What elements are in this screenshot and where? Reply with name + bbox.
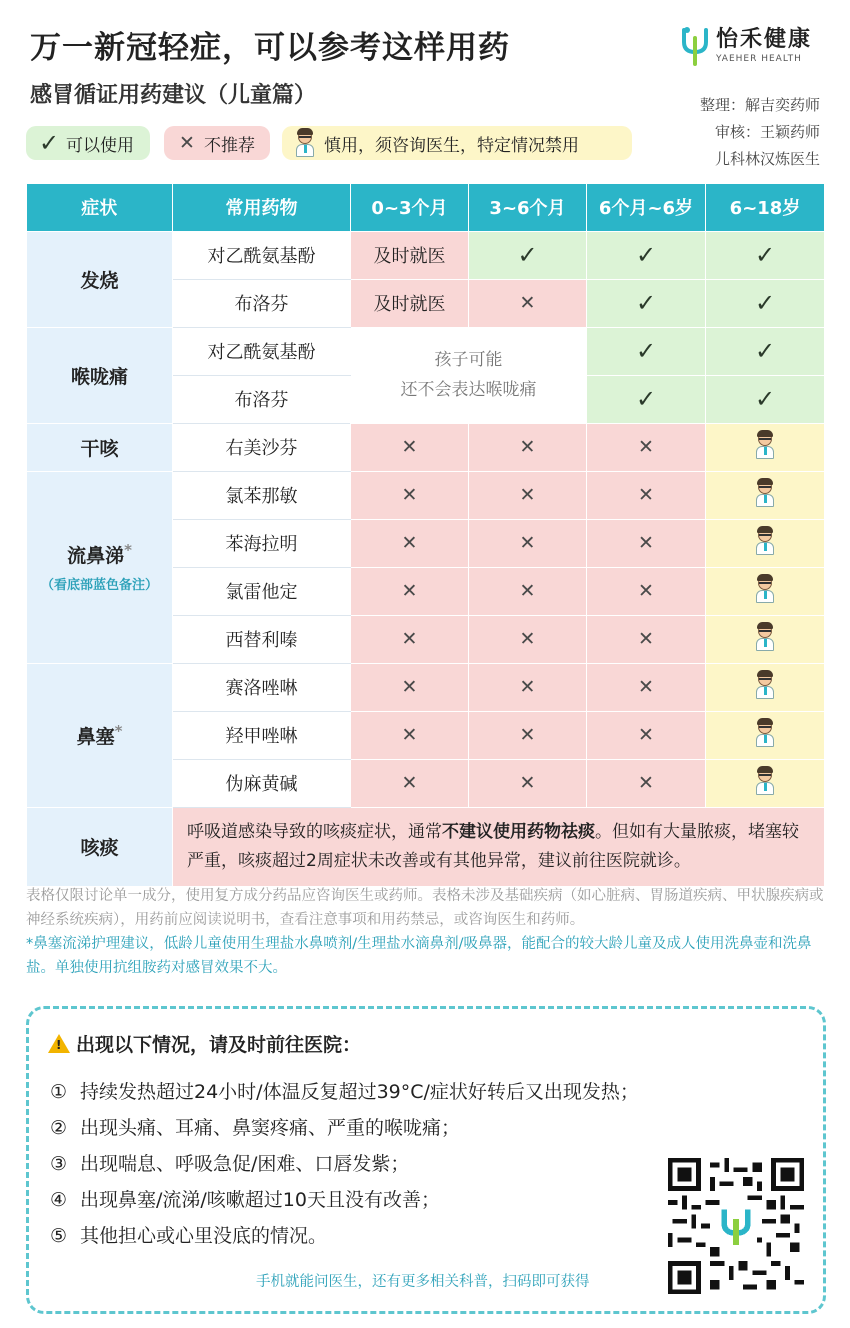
table-row bbox=[27, 327, 825, 375]
check-icon: ✓ bbox=[38, 129, 60, 157]
symptom-stuffy-nose-label: 鼻塞 bbox=[76, 725, 115, 748]
phlegm-text-a: 呼吸道感染导致的咳痰症状，通常 bbox=[187, 821, 442, 842]
legend-not-recommended bbox=[164, 126, 270, 160]
symptom-runny-nose-label: 流鼻涕 bbox=[67, 545, 125, 567]
drug-name: 苯海拉明 bbox=[173, 519, 351, 567]
legend-ok-label: 可以使用 bbox=[66, 135, 134, 156]
brand-name: 怡禾健康 bbox=[716, 27, 813, 52]
cross-icon: ✕ bbox=[638, 532, 654, 554]
list-item: ⑤ 其他担心或心里没底的情况。 bbox=[50, 1225, 328, 1247]
footnote-nasal-care: *鼻塞流涕护理建议，低龄儿童使用生理盐水鼻喷剂/生理盐水滴鼻剂/吸鼻器，能配合的较大龄儿童及成人使用洗鼻壶和洗鼻盐。单独使用抗组胺药对感冒效果不大。 bbox=[26, 936, 812, 976]
cross-icon: ✕ bbox=[638, 580, 654, 602]
legend-caution-label: 慎用，须咨询医生，特定情况禁用 bbox=[324, 135, 579, 156]
cross-icon: ✕ bbox=[401, 484, 418, 506]
symptom-fever: 发烧 bbox=[27, 231, 173, 327]
qr-caption: 手机就能问医生，还有更多相关科普，扫码即可获得 bbox=[256, 1274, 590, 1290]
drug-name: 对乙酰氨基酚 bbox=[173, 231, 351, 279]
cross-icon: ✕ bbox=[638, 676, 654, 698]
header-age-6m-6y: 6个月~6岁 bbox=[587, 184, 706, 231]
check-icon: ✓ bbox=[635, 241, 657, 269]
phlegm-text-b: 。但如有大量脓痰，堵塞较严重，咳痰超过2周症状未改善或有其他异常，建议前往医院就诊。 bbox=[187, 821, 799, 871]
symptom-sore-throat: 喉咙痛 bbox=[27, 327, 173, 423]
cross-icon: ✕ bbox=[638, 628, 654, 650]
cross-icon: ✕ bbox=[519, 772, 536, 794]
drug-name: 布洛芬 bbox=[173, 375, 351, 423]
hospital-warning-title-text: 出现以下情况，请及时前往医院： bbox=[76, 1034, 362, 1056]
drug-name: 对乙酰氨基酚 bbox=[173, 327, 351, 375]
doctor-icon bbox=[754, 526, 776, 556]
throat-note-line2: 还不会表达喉咙痛 bbox=[400, 380, 537, 400]
cross-icon: ✕ bbox=[519, 676, 536, 698]
table-row bbox=[27, 471, 825, 519]
doctor-icon bbox=[754, 622, 776, 652]
table-row bbox=[27, 807, 825, 886]
drug-name: 赛洛唑啉 bbox=[173, 663, 351, 711]
cross-icon: ✕ bbox=[638, 484, 654, 506]
check-icon: ✓ bbox=[635, 337, 657, 365]
drug-name: 西替利嗪 bbox=[173, 615, 351, 663]
drug-name: 氯雷他定 bbox=[173, 567, 351, 615]
legend-no-label: 不推荐 bbox=[204, 135, 255, 156]
symptom-phlegm: 咳痰 bbox=[27, 807, 173, 886]
check-icon: ✓ bbox=[635, 385, 657, 413]
doctor-icon bbox=[754, 670, 776, 700]
header-age-6-18y: 6~18岁 bbox=[706, 184, 825, 231]
credit-reviewer: 审核：王颖药师 bbox=[714, 123, 820, 141]
cross-icon: ✕ bbox=[401, 772, 418, 794]
cross-icon: ✕ bbox=[638, 436, 654, 458]
header-symptom: 症状 bbox=[27, 184, 173, 231]
cell-see-doctor: 及时就医 bbox=[351, 231, 469, 279]
doctor-icon bbox=[754, 478, 776, 508]
drug-name: 氯苯那敏 bbox=[173, 471, 351, 519]
list-item: ② 出现头痛、耳痛、鼻窦疼痛、严重的喉咙痛； bbox=[50, 1117, 461, 1139]
check-icon: ✓ bbox=[754, 241, 776, 269]
throat-note-line1: 孩子可能 bbox=[434, 350, 503, 370]
doctor-icon bbox=[754, 718, 776, 748]
list-item: ① 持续发热超过24小时/体温反复超过39°C/症状好转后又出现发热； bbox=[50, 1081, 639, 1103]
symptom-runny-nose bbox=[27, 471, 173, 663]
check-icon: ✓ bbox=[754, 385, 776, 413]
table-row bbox=[27, 231, 825, 279]
drug-name: 右美沙芬 bbox=[173, 423, 351, 471]
medication-table bbox=[26, 184, 825, 887]
table-header-row bbox=[27, 184, 825, 231]
brand-subtitle: YAEHER HEALTH bbox=[716, 54, 802, 64]
cross-icon: ✕ bbox=[519, 292, 536, 314]
cross-icon: ✕ bbox=[519, 580, 536, 602]
throat-note bbox=[351, 327, 587, 423]
cross-icon: ✕ bbox=[401, 628, 418, 650]
header-age-3-6m: 3~6个月 bbox=[469, 184, 587, 231]
cross-icon: ✕ bbox=[179, 132, 195, 154]
warning-icon bbox=[48, 1034, 70, 1053]
brand-logo bbox=[680, 26, 812, 66]
list-item: ③ 出现喘息、呼吸急促/困难、口唇发紫； bbox=[50, 1153, 410, 1175]
footnote: 表格仅限讨论单一成分，使用复方成分药品应咨询医生或药师。表格未涉及基础疾病（如心脏病、胃肠道疾病、甲状腺疾病或神经系统疾病），用药前应阅读说明书，查看注意事项和用药禁忌，或咨询医生和药师。 bbox=[26, 888, 824, 928]
cross-icon: ✕ bbox=[401, 436, 418, 458]
cell-see-doctor: 及时就医 bbox=[351, 279, 469, 327]
header-age-0-3m: 0~3个月 bbox=[351, 184, 469, 231]
drug-name: 伪麻黄碱 bbox=[173, 759, 351, 807]
drug-name: 羟甲唑啉 bbox=[173, 711, 351, 759]
cross-icon: ✕ bbox=[401, 676, 418, 698]
cross-icon: ✕ bbox=[519, 532, 536, 554]
cross-icon: ✕ bbox=[519, 628, 536, 650]
doctor-icon bbox=[294, 128, 316, 158]
doctor-icon bbox=[754, 430, 776, 460]
cross-icon: ✕ bbox=[401, 532, 418, 554]
cross-icon: ✕ bbox=[638, 772, 654, 794]
drug-name: 布洛芬 bbox=[173, 279, 351, 327]
credits bbox=[660, 92, 820, 173]
symptom-runny-nose-note: （看底部蓝色备注） bbox=[40, 578, 158, 593]
cross-icon: ✕ bbox=[519, 724, 536, 746]
doctor-icon bbox=[754, 766, 776, 796]
check-icon: ✓ bbox=[517, 241, 538, 269]
check-icon: ✓ bbox=[754, 289, 776, 317]
check-icon: ✓ bbox=[754, 337, 776, 365]
qr-code-icon[interactable] bbox=[668, 1158, 804, 1294]
page-subtitle: 感冒循证用药建议（儿童篇） bbox=[30, 83, 317, 108]
phlegm-text-bold: 不建议使用药物祛痰 bbox=[442, 821, 595, 842]
header-drug: 常用药物 bbox=[173, 184, 351, 231]
footnote-star: * bbox=[114, 721, 123, 740]
page-title: 万一新冠轻症，可以参考这样用药 bbox=[30, 30, 510, 66]
phlegm-advice bbox=[173, 807, 825, 886]
cross-icon: ✕ bbox=[401, 724, 418, 746]
hospital-warning-title bbox=[48, 1030, 361, 1057]
cross-icon: ✕ bbox=[638, 724, 654, 746]
table-row bbox=[27, 663, 825, 711]
legend-caution bbox=[282, 126, 632, 160]
check-icon: ✓ bbox=[635, 289, 657, 317]
cross-icon: ✕ bbox=[519, 484, 536, 506]
footnote-star: * bbox=[124, 541, 132, 559]
credit-compiler: 整理：解吉奕药师 bbox=[699, 96, 820, 114]
yaeher-logo-icon bbox=[680, 26, 710, 66]
table-row bbox=[27, 423, 825, 471]
cross-icon: ✕ bbox=[401, 580, 418, 602]
cross-icon: ✕ bbox=[519, 436, 536, 458]
symptom-dry-cough: 干咳 bbox=[27, 423, 173, 471]
list-item: ④ 出现鼻塞/流涕/咳嗽超过10天且没有改善； bbox=[50, 1189, 440, 1211]
legend-ok bbox=[26, 126, 150, 160]
symptom-stuffy-nose bbox=[27, 663, 173, 807]
hospital-warning-list bbox=[50, 1074, 639, 1254]
credit-doctor: 儿科林汉炼医生 bbox=[714, 150, 820, 168]
doctor-icon bbox=[754, 574, 776, 604]
